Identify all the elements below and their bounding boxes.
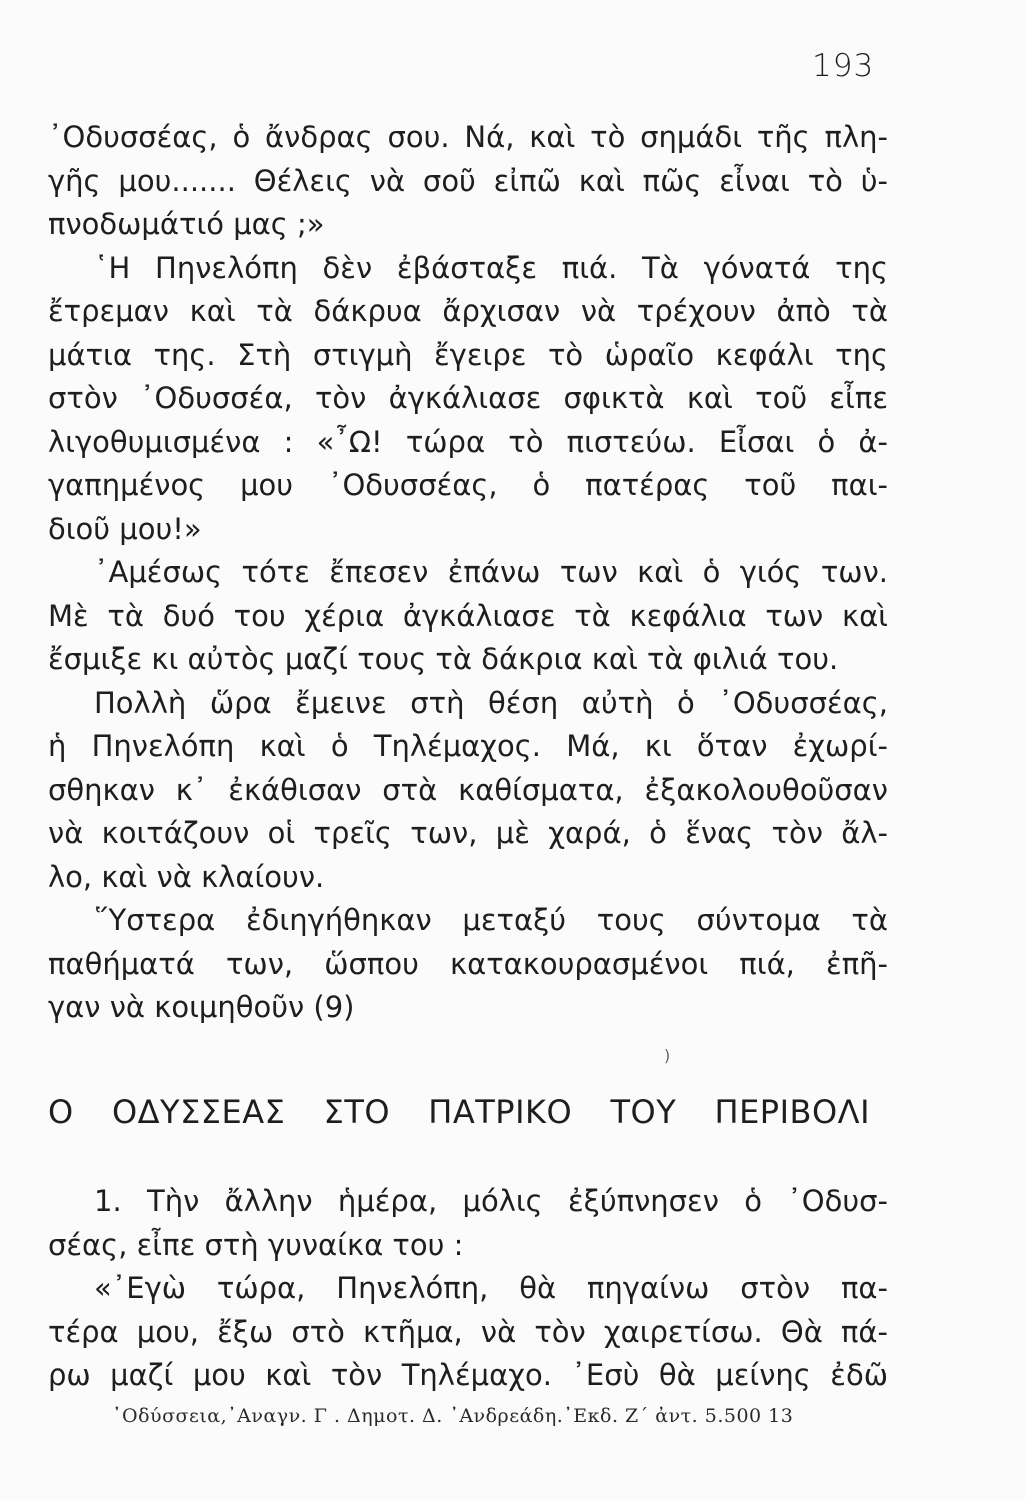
text-line: 1. Τὴν ἄλλην ἡμέρα, μόλις ἐξύπνησεν ὁ ᾿Οδυσ- <box>94 1184 888 1218</box>
page-footer: ᾿Οδύσσεια,᾿Αναγν. Γ . Δημοτ. Δ. ᾿Ανδρεάδη.᾿Εκδ. Ζ´ ἀντ. 5.500 13 <box>112 1405 794 1427</box>
text-line: διοῦ μου!» <box>48 511 202 546</box>
page-number: 193 <box>812 48 875 84</box>
text-line: νὰ κοιτάζουν οἱ τρεῖς των, μὲ χαρά, ὁ ἕνας τὸν ἄλ- <box>48 816 888 850</box>
text-line: ἡ Πηνελόπη καὶ ὁ Τηλέμαχος. Μά, κι ὅταν ἐχωρί- <box>48 729 888 763</box>
text-line: ρω μαζί μου καὶ τὸν Τηλέμαχο. ᾿Εσὺ θὰ μείνης ἐδῶ <box>48 1358 888 1392</box>
text-line: Μὲ τὰ δυό του χέρια ἀγκάλιασε τὰ κεφάλια των καὶ <box>48 598 888 633</box>
text-line: γῆς μου....... Θέλεις νὰ σοῦ εἰπῶ καὶ πῶς εἶναι τὸ ὑ- <box>48 163 888 198</box>
text-line: τέρα μου, ἔξω στὸ κτῆμα, νὰ τὸν χαιρετίσω. Θὰ πά- <box>48 1314 888 1349</box>
text-line: λιγοθυμισμένα : «῏Ω! τώρα τὸ πιστεύω. Εἶσαι ὁ ἀ- <box>48 424 888 459</box>
text-line: ῾Η Πηνελόπη δὲν ἐβάσταξε πιά. Τὰ γόνατά της <box>94 250 888 285</box>
stray-mark: ) <box>664 1046 671 1065</box>
text-line: σθηκαν κ᾿ ἐκάθισαν στὰ καθίσματα, ἐξακολουθοῦσαν <box>48 772 888 807</box>
text-line: ᾿Αμέσως τότε ἔπεσεν ἐπάνω των καὶ ὁ γιός των. <box>94 555 888 589</box>
text-line: μάτια της. Στὴ στιγμὴ ἔγειρε τὸ ὡραῖο κεφάλι της <box>48 337 888 372</box>
text-line: «᾿Εγὼ τώρα, Πηνελόπη, θὰ πηγαίνω στὸν πα- <box>94 1271 888 1305</box>
text-line: ἔτρεμαν καὶ τὰ δάκρυα ἄρχισαν νὰ τρέχουν ἀπὸ τὰ <box>48 294 888 328</box>
section-heading: Ο ΟΔΥΣΣΕΑΣ ΣΤΟ ΠΑΤΡΙΚΟ ΤΟΥ ΠΕΡΙΒΟΛΙ <box>48 1093 870 1131</box>
body-text-bottom <box>48 1180 888 1398</box>
body-text-top <box>48 116 888 1030</box>
text-line: ῞Υστερα ἐδιηγήθηκαν μεταξύ τους σύντομα τὰ <box>94 903 888 937</box>
text-line: ἔσμιξε κι αὐτὸς μαζί τους τὰ δάκρια καὶ τὰ φιλιά του. <box>48 642 839 676</box>
text-line: παθήματά των, ὥσπου κατακουρασμένοι πιά, ἐπῆ- <box>48 946 888 981</box>
text-line: ᾿Οδυσσέας, ὁ ἄνδρας σου. Νά, καὶ τὸ σημάδι τῆς πλη- <box>48 120 888 154</box>
text-line: γαπημένος μου ᾿Οδυσσέας, ὁ πατέρας τοῦ παι- <box>48 468 888 502</box>
text-line: στὸν ᾿Οδυσσέα, τὸν ἀγκάλιασε σφικτὰ καὶ τοῦ εἶπε <box>48 381 888 415</box>
text-line: σέας, εἶπε στὴ γυναίκα του : <box>48 1227 464 1262</box>
text-line: γαν νὰ κοιμηθοῦν (9) <box>48 990 355 1024</box>
text-line: πνοδωμάτιό μας ;» <box>48 207 325 241</box>
text-line: λο, καὶ νὰ κλαίουν. <box>48 859 325 894</box>
text-line: Πολλὴ ὥρα ἔμεινε στὴ θέση αὐτὴ ὁ ᾿Οδυσσέας, <box>94 685 888 720</box>
